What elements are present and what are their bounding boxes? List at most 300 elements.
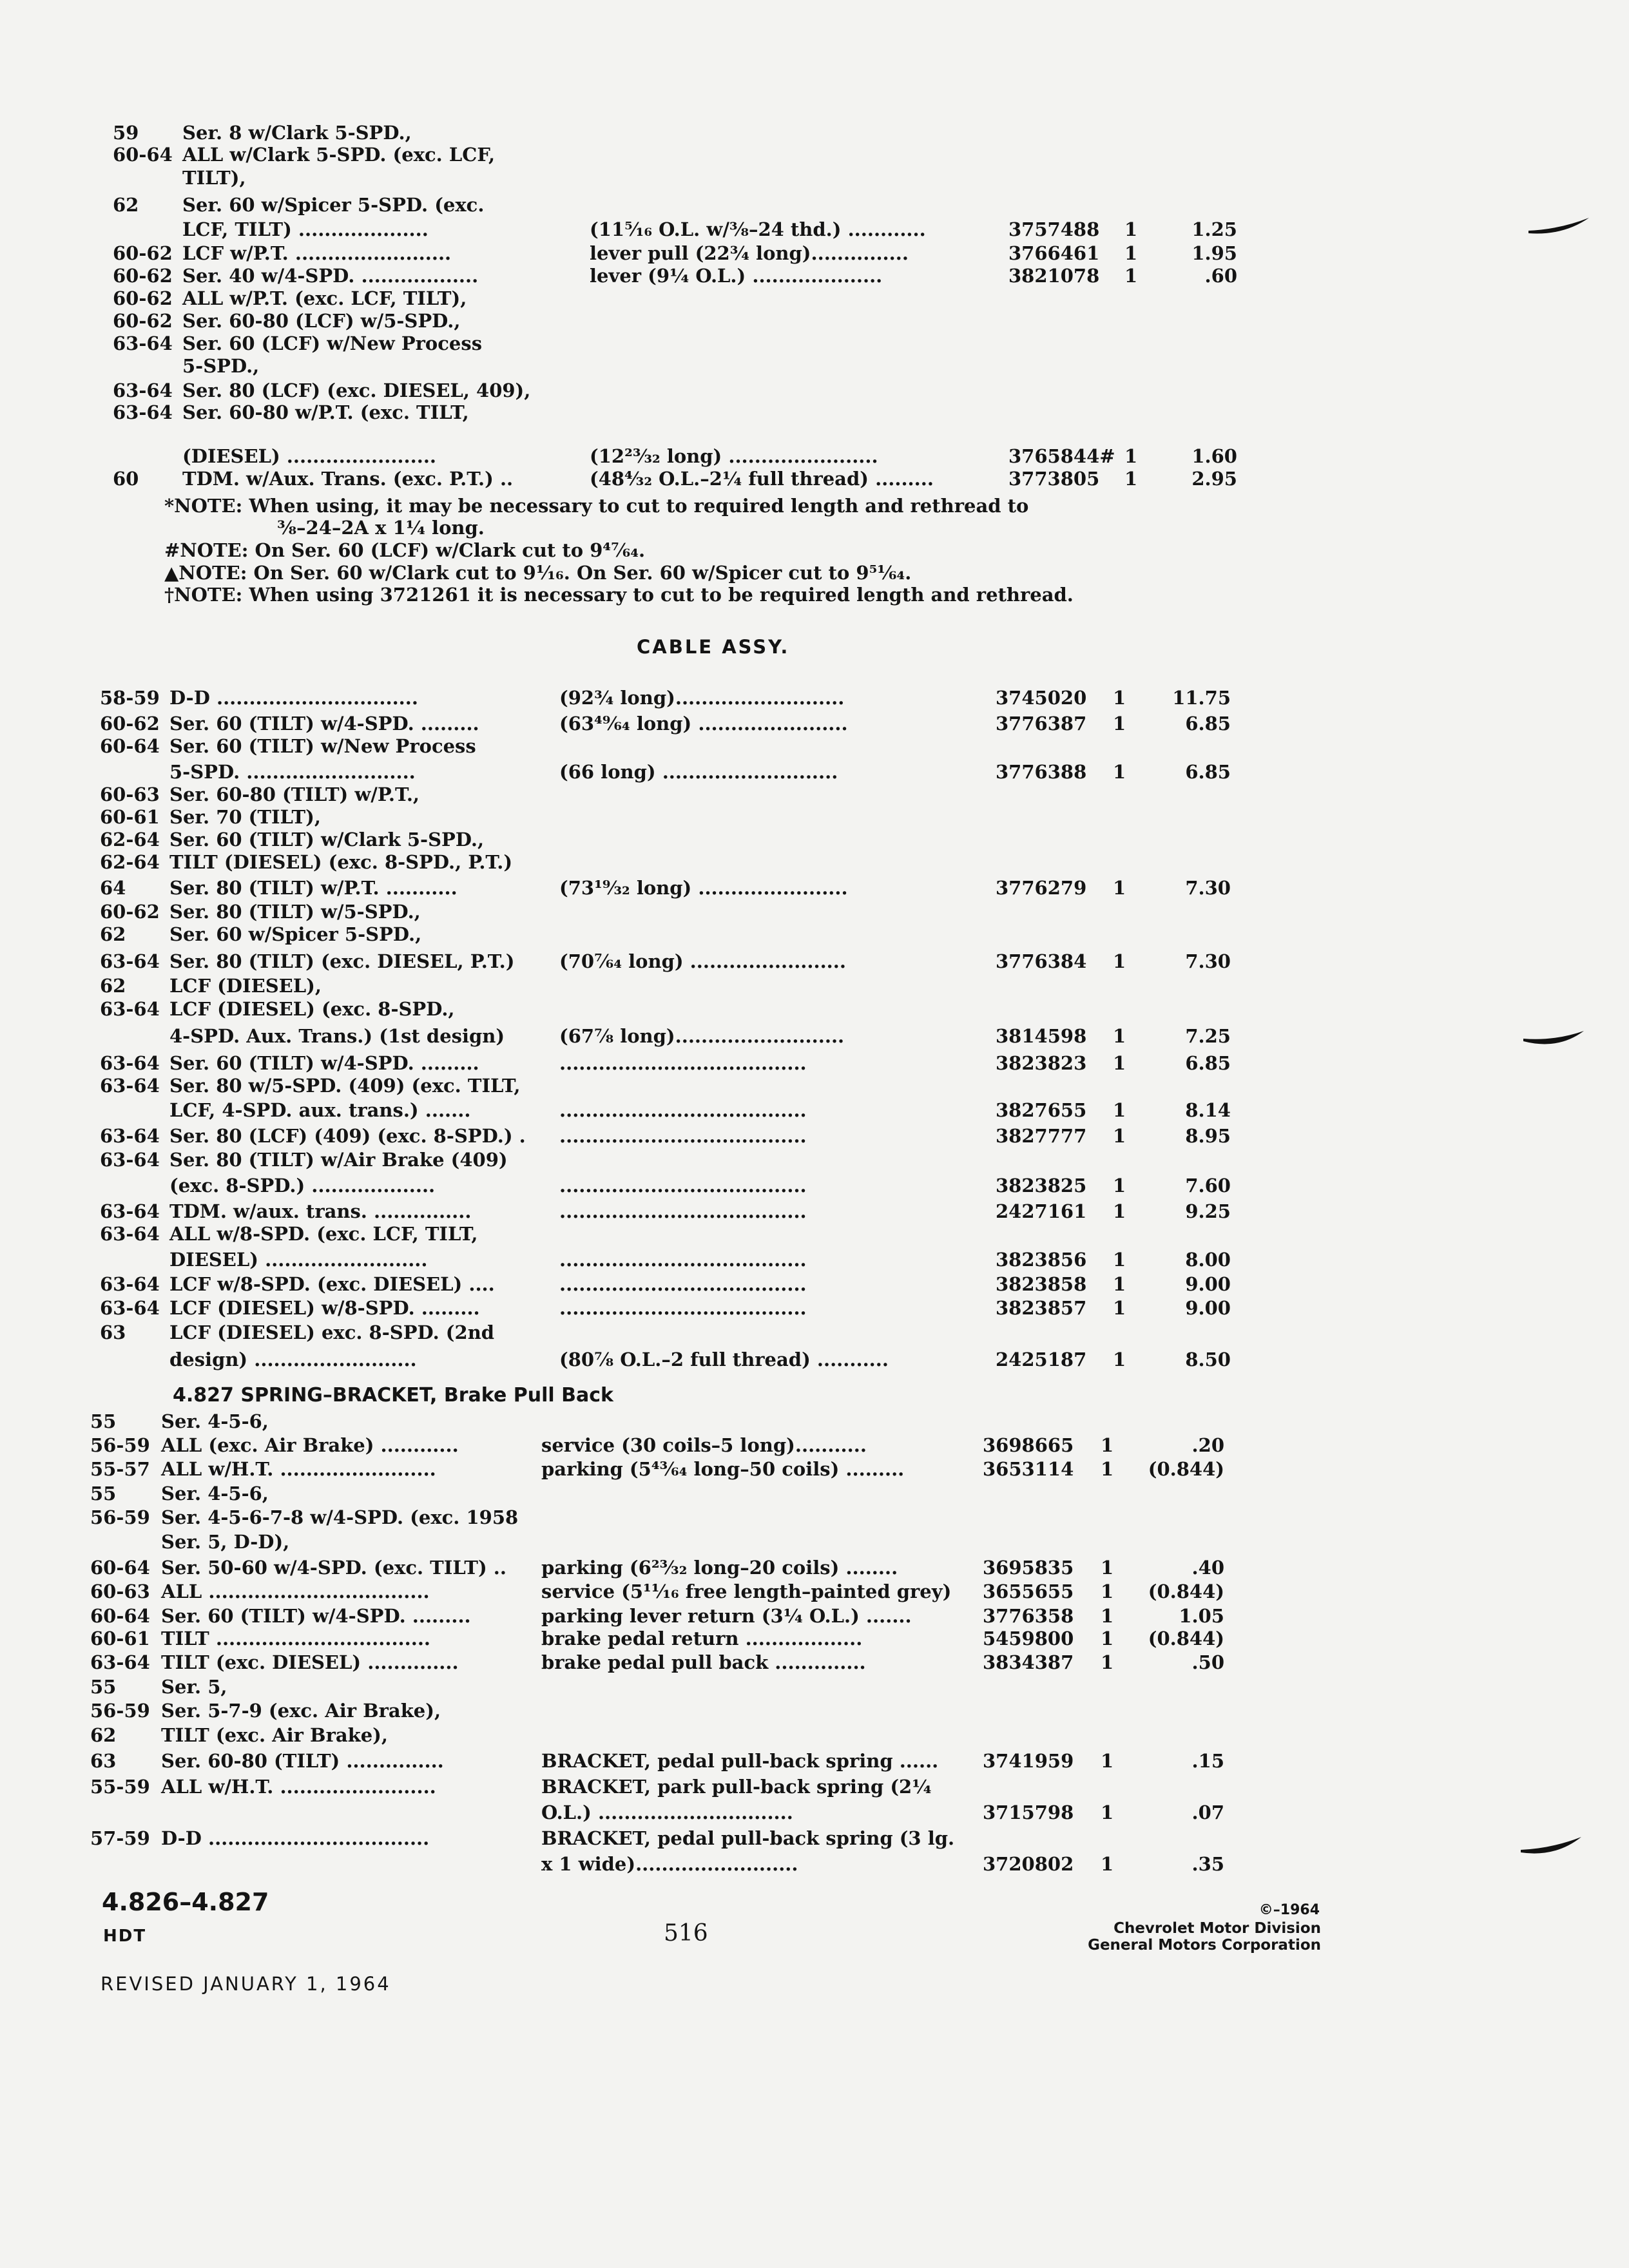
part-number-cell: 3698665 (983, 1434, 1074, 1456)
price-cell: .07 (1191, 1802, 1224, 1823)
price-cell: 8.50 (1185, 1349, 1231, 1370)
table-row (0, 1724, 1629, 1747)
year-cell: 56-59 (90, 1434, 150, 1456)
table-row (0, 712, 1629, 735)
table-row (0, 760, 1629, 783)
year-cell: 60-62 (100, 901, 160, 923)
description-cell: parking lever return (3¼ O.L.) ....... (541, 1605, 912, 1627)
table-row (0, 1099, 1629, 1122)
application-cell: Ser. 60 (TILT) w/New Process (169, 735, 476, 757)
table-row (0, 1124, 1629, 1148)
part-number-cell: 3720802 (983, 1853, 1074, 1875)
year-cell: 62 (90, 1724, 117, 1746)
quantity-cell: 1 (1113, 1297, 1126, 1319)
year-cell: 59 (113, 122, 139, 144)
table-row (0, 805, 1629, 829)
price-cell: 9.00 (1185, 1297, 1231, 1319)
description-cell: (80⅞ O.L.–2 full thread) ........... (559, 1349, 889, 1370)
table-row (0, 923, 1629, 946)
description-cell: brake pedal pull back .............. (541, 1651, 866, 1673)
quantity-cell: 1 (1113, 761, 1126, 783)
table-row (0, 1222, 1629, 1245)
year-cell: 55 (90, 1483, 117, 1504)
quantity-cell: 1 (1113, 1175, 1126, 1196)
quantity-cell: 1 (1124, 242, 1138, 264)
year-cell: 63-64 (113, 380, 173, 401)
part-number-cell: 3814598 (996, 1025, 1087, 1047)
quantity-cell: 1 (1113, 1200, 1126, 1222)
description-cell: (48⁴⁄₃₂ O.L.–2¼ full thread) ......... (590, 468, 934, 490)
year-cell: 60-61 (100, 806, 160, 828)
table-row (0, 1827, 1629, 1850)
quantity-cell: 1 (1101, 1581, 1114, 1602)
price-cell: 1.60 (1191, 445, 1237, 467)
application-cell: DIESEL) ......................... (169, 1249, 428, 1271)
table-row (0, 1699, 1629, 1722)
corporation-name: General Motors Corporation (1088, 1937, 1321, 1954)
description-cell: ...................................... (559, 1099, 807, 1121)
description-cell: ...................................... (559, 1273, 807, 1295)
application-cell: Ser. 60 w/Spicer 5-SPD. (exc. (182, 194, 485, 216)
year-cell: 62 (100, 923, 126, 945)
application-cell: ALL w/8-SPD. (exc. LCF, TILT, (169, 1223, 478, 1245)
application-cell: Ser. 60-80 (TILT) w/P.T., (169, 783, 420, 805)
year-cell: 55 (90, 1410, 117, 1432)
application-cell: 4-SPD. Aux. Trans.) (1st design) (169, 1025, 505, 1047)
application-cell: TILT (exc. DIESEL) .............. (161, 1651, 459, 1673)
application-cell: D-D ............................... (169, 687, 418, 709)
price-cell: 6.85 (1185, 713, 1231, 735)
table-row (0, 1651, 1629, 1674)
application-cell: LCF (DIESEL), (169, 975, 322, 997)
application-cell: ALL w/H.T. ........................ (161, 1776, 436, 1798)
application-cell: Ser. 60 (TILT) w/Clark 5-SPD., (169, 829, 485, 850)
quantity-cell: 1 (1101, 1628, 1114, 1649)
part-number-cell: 2425187 (996, 1349, 1087, 1370)
year-cell: 63-64 (113, 401, 173, 423)
price-cell: 8.95 (1185, 1125, 1231, 1147)
table-row (0, 1457, 1629, 1481)
division-name: Chevrolet Motor Division (1113, 1920, 1321, 1937)
application-cell: Ser. 80 (TILT) w/5-SPD., (169, 901, 421, 923)
description-cell: x 1 wide)......................... (541, 1853, 798, 1875)
application-cell: Ser. 80 (TILT) w/Air Brake (409) (169, 1149, 508, 1171)
table-row (0, 1506, 1629, 1529)
description-cell: (11⁵⁄₁₆ O.L. w/⅜–24 thd.) ............ (590, 218, 926, 240)
application-cell: (DIESEL) ....................... (182, 445, 437, 467)
table-row (0, 1248, 1629, 1271)
part-number-cell: 3745020 (996, 687, 1087, 709)
application-cell: Ser. 50-60 w/4-SPD. (exc. TILT) .. (161, 1557, 506, 1579)
year-cell: 56-59 (90, 1506, 150, 1528)
table-row (0, 1074, 1629, 1097)
table-row (0, 1200, 1629, 1223)
application-cell: Ser. 80 (LCF) (exc. DIESEL, 409), (182, 380, 531, 401)
price-cell: 6.85 (1185, 761, 1231, 783)
application-cell: Ser. 70 (TILT), (169, 806, 321, 828)
year-cell: 63-64 (100, 1273, 160, 1295)
quantity-cell: 1 (1101, 1434, 1114, 1456)
year-cell: 64 (100, 877, 126, 899)
year-cell: 60-63 (90, 1581, 150, 1602)
application-cell: Ser. 5, (161, 1676, 227, 1698)
price-cell: 8.00 (1185, 1249, 1231, 1271)
copyright: ©–1964 (1258, 1902, 1320, 1918)
year-cell: 63-64 (100, 1149, 160, 1171)
table-row (0, 1174, 1629, 1197)
binder-mark-icon (1519, 1833, 1584, 1859)
table-row (0, 828, 1629, 851)
year-cell: 63 (100, 1321, 126, 1343)
note-dagger: †NOTE: When using 3721261 it is necessary to cut to be required length and rethread. (164, 584, 1074, 606)
table-row (0, 1775, 1629, 1798)
description-cell: parking (6²³⁄₃₂ long–20 coils) ........ (541, 1557, 898, 1579)
application-cell: LCF w/P.T. ........................ (182, 242, 452, 264)
application-cell: 5-SPD. .......................... (169, 761, 416, 783)
quantity-cell: 1 (1101, 1802, 1114, 1823)
year-cell: 60-62 (113, 265, 173, 287)
binder-mark-icon (1522, 1024, 1586, 1050)
table-row (0, 1296, 1629, 1320)
part-number-cell: 3655655 (983, 1581, 1074, 1602)
year-cell: 55 (90, 1676, 117, 1698)
description-cell: lever pull (22¾ long)............... (590, 242, 909, 264)
table-row (0, 354, 1629, 378)
table-row (0, 1024, 1629, 1048)
application-cell: (exc. 8-SPD.) ................... (169, 1175, 436, 1196)
description-cell: ...................................... (559, 1249, 807, 1271)
table-row (0, 1852, 1629, 1876)
cable-assy-heading: CABLE ASSY. (637, 636, 790, 658)
description-cell: (12²³⁄₃₂ long) ....................... (590, 445, 878, 467)
table-row (0, 379, 1629, 402)
table-row (0, 1530, 1629, 1553)
part-number-cell: 3821078 (1008, 265, 1100, 287)
price-cell: 1.25 (1191, 218, 1237, 240)
table-row (0, 467, 1629, 490)
part-number-cell: 3823857 (996, 1297, 1087, 1319)
price-cell: 8.14 (1185, 1099, 1231, 1121)
price-cell: 7.30 (1185, 950, 1231, 972)
quantity-cell: 1 (1101, 1750, 1114, 1772)
table-row (0, 735, 1629, 758)
quantity-cell: 1 (1113, 713, 1126, 735)
price-cell: 1.05 (1179, 1605, 1224, 1627)
quantity-cell: 1 (1101, 1605, 1114, 1627)
year-cell: 57-59 (90, 1827, 150, 1849)
table-row (0, 1273, 1629, 1296)
application-cell: Ser. 60 (TILT) w/4-SPD. ......... (161, 1605, 471, 1627)
application-cell: ALL w/Clark 5-SPD. (exc. LCF, (182, 144, 496, 166)
description-cell: service (30 coils–5 long)........... (541, 1434, 867, 1456)
part-number-cell: 3715798 (983, 1802, 1074, 1823)
year-cell: 63-64 (100, 1125, 160, 1147)
description-cell: service (5¹¹⁄₁₆ free length–painted grey) (541, 1581, 952, 1602)
year-cell: 63-64 (100, 950, 160, 972)
application-cell: TDM. w/Aux. Trans. (exc. P.T.) .. (182, 468, 514, 490)
price-cell: 7.60 (1185, 1175, 1231, 1196)
application-cell: Ser. 40 w/4-SPD. .................. (182, 265, 479, 287)
application-cell: design) ......................... (169, 1349, 417, 1370)
application-cell: Ser. 4-5-6, (161, 1410, 269, 1432)
table-row (0, 193, 1629, 216)
part-number-cell: 3695835 (983, 1557, 1074, 1579)
binder-mark-icon (1527, 213, 1592, 238)
application-cell: Ser. 80 (TILT) (exc. DIESEL, P.T.) (169, 950, 515, 972)
table-row (0, 1052, 1629, 1075)
table-row (0, 332, 1629, 355)
table-row (0, 900, 1629, 923)
quantity-cell: 1 (1113, 1249, 1126, 1271)
year-cell: 60-61 (90, 1628, 150, 1649)
part-number-cell: 3773805 (1008, 468, 1100, 490)
table-row (0, 1482, 1629, 1505)
application-cell: ALL .................................. (161, 1581, 430, 1602)
application-cell: Ser. 60-80 (TILT) ............... (161, 1750, 444, 1772)
application-cell: Ser. 60 w/Spicer 5-SPD., (169, 923, 422, 945)
application-cell: ALL w/H.T. ........................ (161, 1458, 436, 1480)
table-row (0, 401, 1629, 424)
part-number-cell: 3757488 (1008, 218, 1100, 240)
table-row (0, 1556, 1629, 1579)
description-cell: (73¹⁹⁄₃₂ long) ....................... (559, 877, 848, 899)
year-cell: 55-59 (90, 1776, 150, 1798)
description-cell: BRACKET, pedal pull-back spring ...... (541, 1750, 939, 1772)
application-cell: Ser. 80 (TILT) w/P.T. ........... (169, 877, 458, 899)
application-cell: 5-SPD., (182, 355, 260, 377)
page-number: 516 (664, 1920, 708, 1946)
quantity-cell: 1 (1124, 468, 1138, 490)
note-triangle: ▲NOTE: On Ser. 60 w/Clark cut to 9¹⁄₁₆. On Ser. 60 w/Spicer cut to 9⁵¹⁄₆₄. (164, 562, 912, 584)
description-cell: O.L.) .............................. (541, 1802, 793, 1823)
part-number-cell: 3776388 (996, 761, 1087, 783)
price-cell: 6.85 (1185, 1052, 1231, 1074)
description-cell: ...................................... (559, 1175, 807, 1196)
table-row (0, 974, 1629, 997)
application-cell: Ser. 60 (TILT) w/4-SPD. ......... (169, 713, 479, 735)
price-cell: 7.25 (1185, 1025, 1231, 1047)
part-number-cell: 3741959 (983, 1750, 1074, 1772)
part-number-cell: 3765844# (1008, 445, 1115, 467)
table-row (0, 218, 1629, 241)
application-cell: TILT (DIESEL) (exc. 8-SPD., P.T.) (169, 851, 513, 873)
note-star: *NOTE: When using, it may be necessary to cut to required length and rethread to (164, 495, 1029, 517)
quantity-cell: 1 (1113, 1349, 1126, 1370)
table-row (0, 1580, 1629, 1603)
price-cell: .20 (1191, 1434, 1224, 1456)
table-row (0, 1148, 1629, 1171)
table-row (0, 143, 1629, 166)
price-cell: .50 (1191, 1651, 1224, 1673)
year-cell: 60-62 (113, 287, 173, 309)
quantity-cell: 1 (1113, 1125, 1126, 1147)
application-cell: Ser. 5-7-9 (exc. Air Brake), (161, 1700, 441, 1722)
application-cell: ALL w/P.T. (exc. LCF, TILT), (182, 287, 467, 309)
description-cell: brake pedal return .................. (541, 1628, 863, 1649)
description-cell: parking (5⁴³⁄₆₄ long–50 coils) ......... (541, 1458, 905, 1480)
year-cell: 55-57 (90, 1458, 150, 1480)
quantity-cell: 1 (1113, 1025, 1126, 1047)
description-cell: ...................................... (559, 1297, 807, 1319)
year-cell: 60-62 (100, 713, 160, 735)
application-cell: TDM. w/aux. trans. ............... (169, 1200, 472, 1222)
price-cell: 1.95 (1191, 242, 1237, 264)
part-number-cell: 3776358 (983, 1605, 1074, 1627)
quantity-cell: 1 (1113, 687, 1126, 709)
table-row (0, 686, 1629, 709)
quantity-cell: 1 (1113, 950, 1126, 972)
table-row (0, 1675, 1629, 1698)
year-cell: 60-64 (90, 1557, 150, 1579)
part-number-cell: 3653114 (983, 1458, 1074, 1480)
price-cell: .40 (1191, 1557, 1224, 1579)
part-number-cell: 3776387 (996, 713, 1087, 735)
description-cell: (66 long) ........................... (559, 761, 838, 783)
part-number-cell: 5459800 (983, 1628, 1074, 1649)
description-cell: (70⁷⁄₆₄ long) ........................ (559, 950, 846, 972)
description-cell: ...................................... (559, 1125, 807, 1147)
price-cell: 2.95 (1191, 468, 1237, 490)
price-cell: 9.00 (1185, 1273, 1231, 1295)
table-row (0, 997, 1629, 1021)
quantity-cell: 1 (1101, 1557, 1114, 1579)
description-cell: ...................................... (559, 1052, 807, 1074)
table-row (0, 242, 1629, 265)
year-cell: 62 (100, 975, 126, 997)
description-cell: (92¾ long).......................... (559, 687, 845, 709)
application-cell: Ser. 60 (LCF) w/New Process (182, 332, 483, 354)
year-cell: 63-64 (90, 1651, 150, 1673)
quantity-cell: 1 (1124, 218, 1138, 240)
table-row (0, 1434, 1629, 1457)
year-cell: 62-64 (100, 829, 160, 850)
application-cell: TILT), (182, 167, 246, 189)
hdt-label: HDT (103, 1927, 147, 1946)
application-cell: Ser. 4-5-6, (161, 1483, 269, 1504)
part-number-cell: 3827655 (996, 1099, 1087, 1121)
year-cell: 60-62 (113, 310, 173, 332)
table-row (0, 1627, 1629, 1650)
price-cell: (0.844) (1148, 1628, 1224, 1649)
table-row (0, 950, 1629, 973)
price-cell: (0.844) (1148, 1581, 1224, 1602)
price-cell: 11.75 (1172, 687, 1231, 709)
group-range: 4.826–4.827 (102, 1888, 269, 1916)
application-cell: TILT (exc. Air Brake), (161, 1724, 388, 1746)
year-cell: 63-64 (100, 1200, 160, 1222)
price-cell: 9.25 (1185, 1200, 1231, 1222)
price-cell: (0.844) (1148, 1458, 1224, 1480)
year-cell: 60-62 (113, 242, 173, 264)
part-number-cell: 3776384 (996, 950, 1087, 972)
part-number-cell: 2427161 (996, 1200, 1087, 1222)
note-star-cont: ⅜–24–2A x 1¼ long. (277, 517, 485, 539)
application-cell: Ser. 80 (LCF) (409) (exc. 8-SPD.) . (169, 1125, 526, 1147)
quantity-cell: 1 (1101, 1651, 1114, 1673)
part-number-cell: 3776279 (996, 877, 1087, 899)
part-number-cell: 3823858 (996, 1273, 1087, 1295)
application-cell: Ser. 60 (TILT) w/4-SPD. ......... (169, 1052, 479, 1074)
year-cell: 62 (113, 194, 139, 216)
application-cell: LCF (DIESEL) exc. 8-SPD. (2nd (169, 1321, 495, 1343)
year-cell: 63 (90, 1750, 117, 1772)
quantity-cell: 1 (1124, 445, 1138, 467)
table-row (0, 1321, 1629, 1344)
price-cell: .60 (1204, 265, 1237, 287)
description-cell: lever (9¼ O.L.) .................... (590, 265, 883, 287)
table-row (0, 1410, 1629, 1433)
part-number-cell: 3827777 (996, 1125, 1087, 1147)
application-cell: Ser. 60-80 w/P.T. (exc. TILT, (182, 401, 469, 423)
description-cell: (67⅞ long).......................... (559, 1025, 845, 1047)
year-cell: 62-64 (100, 851, 160, 873)
table-row (0, 445, 1629, 468)
part-number-cell: 3823856 (996, 1249, 1087, 1271)
year-cell: 60-64 (113, 144, 173, 166)
year-cell: 60-63 (100, 783, 160, 805)
year-cell: 60-64 (90, 1605, 150, 1627)
application-cell: Ser. 8 w/Clark 5-SPD., (182, 122, 412, 144)
quantity-cell: 1 (1113, 1099, 1126, 1121)
application-cell: Ser. 80 w/5-SPD. (409) (exc. TILT, (169, 1075, 521, 1097)
application-cell: LCF (DIESEL) w/8-SPD. ......... (169, 1297, 480, 1319)
note-hash: #NOTE: On Ser. 60 (LCF) w/Clark cut to 9⁴⁷⁄₆₄. (164, 539, 646, 561)
quantity-cell: 1 (1113, 877, 1126, 899)
year-cell: 63-64 (100, 998, 160, 1020)
application-cell: LCF (DIESEL) (exc. 8-SPD., (169, 998, 455, 1020)
year-cell: 63-64 (100, 1223, 160, 1245)
application-cell: LCF w/8-SPD. (exc. DIESEL) .... (169, 1273, 495, 1295)
application-cell: LCF, 4-SPD. aux. trans.) ....... (169, 1099, 471, 1121)
table-row (0, 264, 1629, 287)
year-cell: 63-64 (100, 1075, 160, 1097)
part-number-cell: 3766461 (1008, 242, 1100, 264)
description-cell: BRACKET, park pull-back spring (2¼ (541, 1776, 932, 1798)
application-cell: ALL (exc. Air Brake) ............ (161, 1434, 459, 1456)
application-cell: LCF, TILT) .................... (182, 218, 429, 240)
year-cell: 56-59 (90, 1700, 150, 1722)
table-row (0, 287, 1629, 310)
year-cell: 63-64 (100, 1052, 160, 1074)
table-row (0, 1801, 1629, 1824)
part-number-cell: 3823825 (996, 1175, 1087, 1196)
quantity-cell: 1 (1101, 1853, 1114, 1875)
year-cell: 60-64 (100, 735, 160, 757)
table-row (0, 309, 1629, 332)
spring-bracket-heading: 4.827 SPRING–BRACKET, Brake Pull Back (173, 1384, 613, 1407)
table-row (0, 121, 1629, 144)
table-row (0, 1604, 1629, 1628)
revised-date: REVISED JANUARY 1, 1964 (101, 1973, 391, 1995)
table-row (0, 850, 1629, 874)
quantity-cell: 1 (1124, 265, 1138, 287)
quantity-cell: 1 (1113, 1273, 1126, 1295)
part-number-cell: 3834387 (983, 1651, 1074, 1673)
table-row (0, 166, 1629, 189)
table-row (0, 783, 1629, 806)
table-row (0, 876, 1629, 899)
description-cell: (63⁴⁹⁄₆₄ long) ....................... (559, 713, 848, 735)
table-row (0, 1348, 1629, 1371)
part-number-cell: 3823823 (996, 1052, 1087, 1074)
year-cell: 60 (113, 468, 139, 490)
price-cell: .15 (1191, 1750, 1224, 1772)
application-cell: TILT ................................. (161, 1628, 431, 1649)
description-cell: BRACKET, pedal pull-back spring (3 lg. (541, 1827, 955, 1849)
application-cell: Ser. 60-80 (LCF) w/5-SPD., (182, 310, 461, 332)
year-cell: 63-64 (100, 1297, 160, 1319)
year-cell: 58-59 (100, 687, 160, 709)
